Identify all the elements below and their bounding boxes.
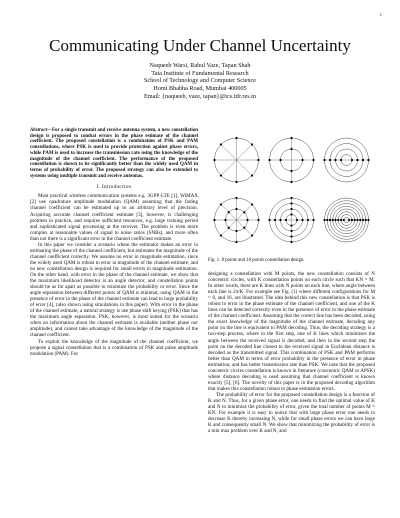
constellation-point <box>290 213 292 215</box>
constellation-line <box>221 160 237 176</box>
constellation-point <box>290 137 292 139</box>
constellation-point <box>332 219 334 221</box>
constellation-point <box>359 219 361 221</box>
constellation-point <box>367 159 369 161</box>
constellation-point <box>351 159 353 161</box>
constellation-point <box>329 219 331 221</box>
page-number: 1 <box>379 12 382 17</box>
constellation-point <box>356 159 358 161</box>
paragraph: The probability of error for the proposed constellation design is a function of K and N. Thus, for a given phase error, one needs to find the optimal value of K and N to minimize the probability of error, given the total number of points M = KN. For example it is easy to notice that with large phase error one needs to decrease K thereby increasing N, while for small phase errors we can have large K and consequently small N. We show that minimizing the probability of error is a min max problem over K and N, and <box>208 391 375 435</box>
constellation-point <box>243 211 245 213</box>
constellation-point <box>290 170 292 172</box>
constellation-point <box>220 234 222 236</box>
constellation-figure <box>208 128 375 263</box>
constellation-point <box>290 235 292 237</box>
constellation-point <box>323 219 325 221</box>
constellation-point <box>296 219 298 221</box>
paragraph: In this paper we consider a scenario where the estimator makes an error in estimating the phase of the channel coefficient, but estimates the magnitude of the channel coefficient correctly. We assume no error in magnitude estimation, since the widely used QAM is robust to error in magnitude of the channel estimate, and no new constellation design is required for small errors in magnitude estimation. On the other hand, with error in the phase of the channel estimate, we show that the maximum likelihood detector is an angle detector, and constellation points should be as far apart as possible to minimize the probability or error. Since the angle separation between different points of QAM is minimal, using QAM in the presence of error in the phase of the channel estimate can lead to large probability of error [4], (also shown using simulations in this paper). With error in the phase of the channel estimate, a natural strategy is use phase shift keying (PSK) that has the maximum angle separation. PSK, however, is most suited for the scenario when no information about the channel estimate is available (neither phase nor amplitude), and cannot take advantage of the knowledge of the magnitude of the channel coefficient. <box>30 241 198 339</box>
constellation-point <box>290 224 292 226</box>
constellation-point <box>351 219 353 221</box>
constellation-point <box>365 219 367 221</box>
paper-title: Communicating Under Channel Uncertainty <box>49 36 351 55</box>
constellation-point <box>290 197 292 199</box>
constellation-point <box>323 159 325 161</box>
constellation-point <box>213 159 215 161</box>
constellation-point <box>220 174 222 176</box>
constellation-panel <box>213 137 259 183</box>
constellation-point <box>279 159 281 161</box>
constellation-point <box>312 219 314 221</box>
constellation-point <box>235 241 237 243</box>
constellation-point <box>279 219 281 221</box>
author-address: Homi Bhabha Road, Mumbai 400005 <box>153 85 247 93</box>
constellation-point <box>362 219 364 221</box>
abstract <box>30 128 198 179</box>
constellation-panel <box>268 197 314 243</box>
constellation-point <box>251 174 253 176</box>
constellation-point <box>228 211 230 213</box>
abstract-label: Abstract <box>30 128 48 133</box>
constellation-point <box>251 203 253 205</box>
constellation-point <box>268 159 270 161</box>
constellation-point <box>220 203 222 205</box>
constellation-point <box>246 219 248 221</box>
left-column <box>30 128 198 357</box>
constellation-point <box>329 159 331 161</box>
constellation-point <box>367 219 369 221</box>
constellation-point <box>290 148 292 150</box>
constellation-panel <box>323 138 369 182</box>
author-school: School of Technology and Computer Science <box>143 77 256 85</box>
constellation-point <box>312 159 314 161</box>
constellation-point <box>268 219 270 221</box>
right-column <box>208 271 375 434</box>
constellation-point <box>290 241 292 243</box>
constellation-point <box>228 227 230 229</box>
constellation-point <box>290 202 292 204</box>
constellation-point <box>235 230 237 232</box>
constellation-panel <box>268 137 314 183</box>
constellation-point <box>301 219 303 221</box>
constellation-point <box>334 219 336 221</box>
constellation-point <box>307 219 309 221</box>
constellation-point <box>290 181 292 183</box>
constellation-point <box>340 219 342 221</box>
constellation-point <box>354 219 356 221</box>
constellation-point <box>340 159 342 161</box>
constellation-point <box>326 219 328 221</box>
constellation-point <box>213 219 215 221</box>
paragraph: To exploit the knowledge of the magnitude of the channel coefficient, we propose a signal constellation that is a combination of PSK and pulse amplitude modulation (PAM). For <box>30 338 198 357</box>
paragraph: designing a constellation with M points, the new constellation consists of N concentric circles, with K constellation points on each circle such that KN = M. In other words, there are K lines with N points on each line, where angle between each line is 2π/K. For example see Fig. (1) where different configurations for M = 8, and 16, are illustrated. The idea behind this new constellation is that PSK is robust to error in the phase estimate of the channel coefficient, and one of the K lines can be detected correctly even in the presence of error in the phase estimate of the channel coefficient. Assuming that the correct line has been decoded, using the exact knowledge of the magnitude of the channel estimate, decoding any point on the line is equivalent to PAM decoding. Thus, the decoding strategy is a two-step process, where in the first step, one of K lines which minimizes the angle between the received signal is decoded, and then in the second step the point on the decoded line closest to the received signal in Euclidean distance is decoded as the transmitted signal. This combination of PSK and PAM performs better than QAM in terms of error probability in the presence of error in phase estimation, and has better transmission rate than PSK. We note that the proposed concentric circles constellation is known in literature (concentric QAM or APSK) where distance decoding is used assuming that channel coefficient is known exactly [5], [6]. The novelty of this paper is in the proposed decoding algorithm that makes this constellation robust to phase estimation errors. <box>208 271 375 392</box>
constellation-line <box>221 144 237 160</box>
constellation-point <box>301 159 303 161</box>
section-heading: I. Introduction <box>96 184 132 191</box>
constellation-point <box>243 227 245 229</box>
constellation-point <box>235 181 237 183</box>
constellation-line <box>237 160 253 176</box>
constellation-panel <box>323 198 369 242</box>
constellation-point <box>220 143 222 145</box>
author-institute: Tata Institute of Fundamental Research <box>151 69 249 77</box>
author-email: Email: {naqueeb, vaze, tapan}@tcs.tifr.res.in <box>144 92 256 100</box>
figure-caption: Fig. 1. 8 points and 16 points constellation design. <box>208 258 305 263</box>
constellation-point <box>348 219 350 221</box>
constellation-point <box>235 208 237 210</box>
abstract-text: —For a single transmit and receive antenna system, a new constellation design is proposed to combat errors in the phase estimate of the channel coefficient. The proposed constellation is a combination of PSK and PAM constellations, where PSK is used to provide protection against phase errors, while PAM is used to increase the transmission rate using the knowledge of the magnitude of the channel coefficient. The performance of the proposed constellation is shown to be significantly better than the widely used QAM in terms of probability of error. The proposed strategy can also be extended to systems using multiple transmit and receive antennas. <box>30 128 198 179</box>
constellation-point <box>337 219 339 221</box>
constellation-point <box>285 219 287 221</box>
constellation-point <box>343 219 345 221</box>
constellation-point <box>224 219 226 221</box>
paragraph: Most practical wireless communication systems e.g. 3GPP-LTE [1], WiMAX [2] use quadrature amplitude modulation (QAM) assuming that the fading channel coefficient can be estimated up to an arbitrary level of precision. Acquiring accurate channel coefficient estimate [3], however, is challenging problem in practice, and requires sufficient resources, e.g. large training period and sophisticated signal processing at the receiver. The problem is even more complex at reasonable values of signal to noise ratios (SNRs), and more often than not there is a significant error in the channel coefficient estimate. <box>30 193 198 242</box>
constellation-point <box>235 137 237 139</box>
constellation-point <box>290 208 292 210</box>
constellation-point <box>257 219 259 221</box>
constellation-point <box>251 234 253 236</box>
constellation-line <box>237 144 253 160</box>
constellation-point <box>274 219 276 221</box>
constellation-panel <box>213 197 259 243</box>
constellation-point <box>235 197 237 199</box>
constellation-point <box>251 143 253 145</box>
constellation-point <box>356 219 358 221</box>
author-block <box>0 62 400 101</box>
constellation-point <box>257 159 259 161</box>
constellation-point <box>362 159 364 161</box>
constellation-point <box>334 159 336 161</box>
author-names: Naqueeb Warsi, Rahul Vaze, Tapan Shah <box>149 62 251 69</box>
constellation-point <box>290 230 292 232</box>
constellation-diagrams <box>208 128 375 256</box>
